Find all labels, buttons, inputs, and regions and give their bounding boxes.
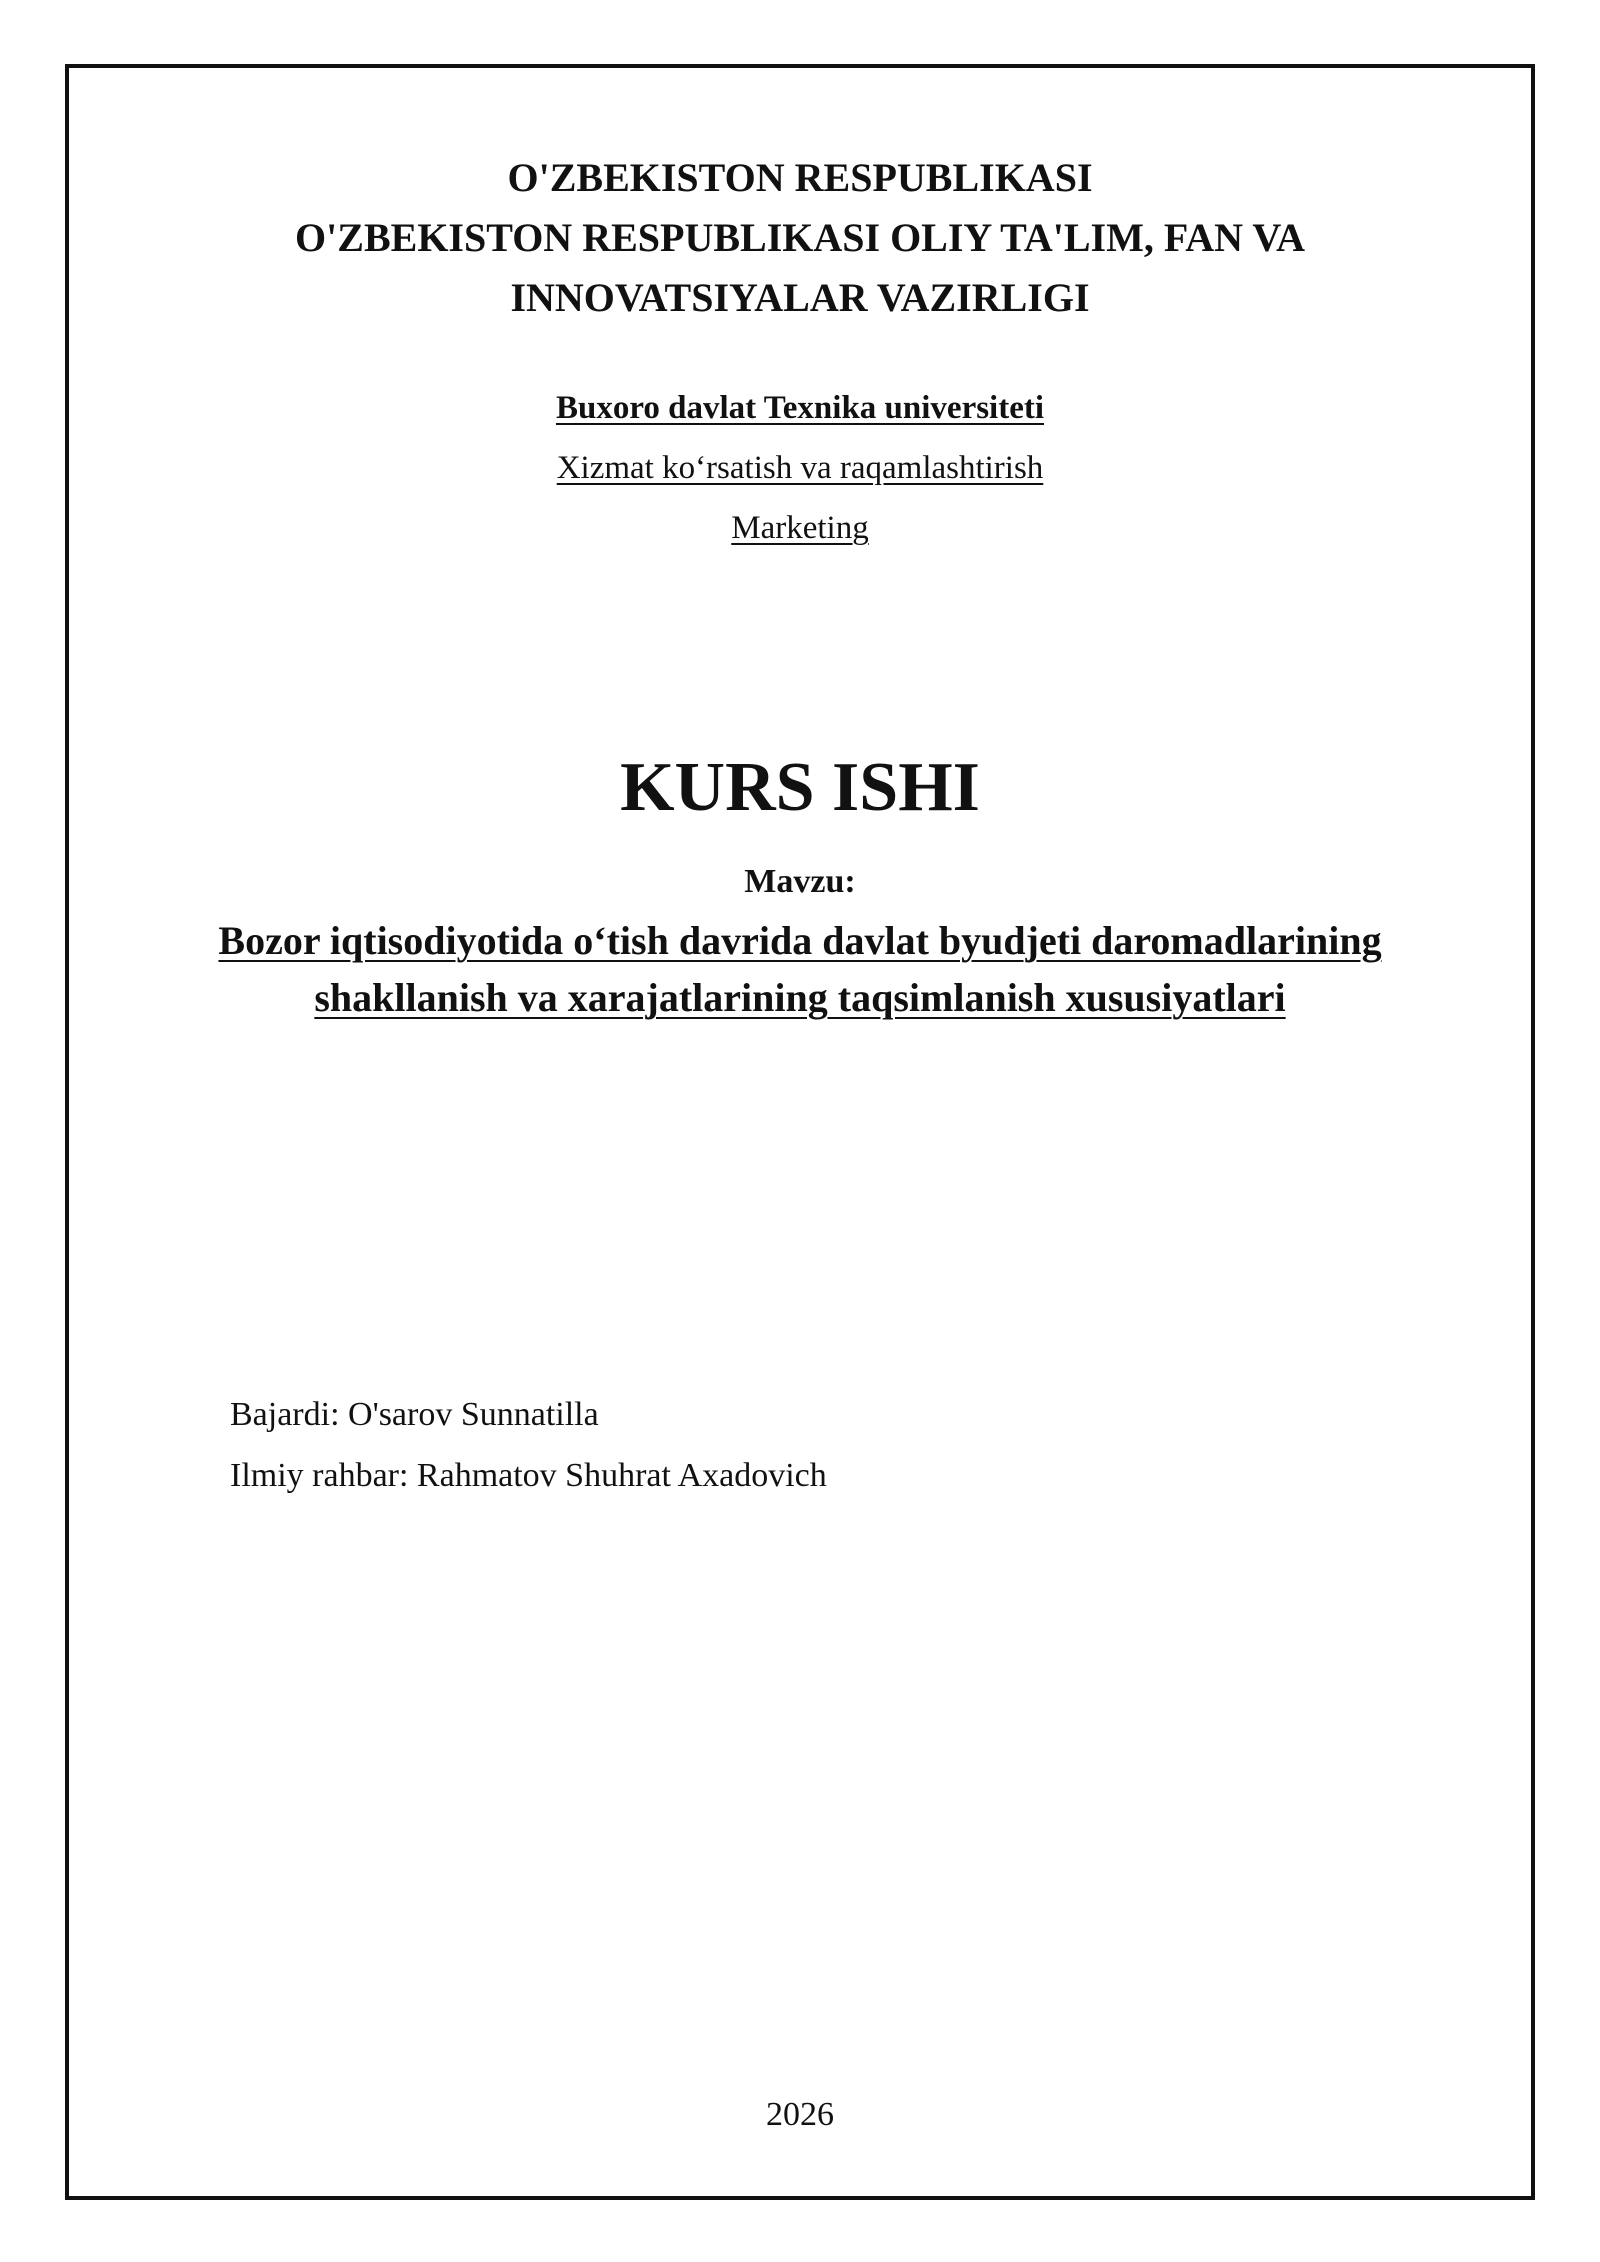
ministry-heading-continued: INNOVATSIYALAR VAZIRLIGI <box>510 275 1090 320</box>
year: 2026 <box>766 2096 834 2133</box>
country-heading: O'ZBEKISTON RESPUBLIKASI <box>507 155 1093 200</box>
faculty-name: Xizmat ko‘rsatish va raqamlashtirish <box>556 450 1044 486</box>
supervisor-info: Ilmiy rahbar: Rahmatov Shuhrat Axadovich <box>230 1457 827 1494</box>
university-name: Buxoro davlat Texnika universiteti <box>555 390 1045 426</box>
document-title: KURS ISHI <box>620 749 980 826</box>
ministry-heading: O'ZBEKISTON RESPUBLIKASI OLIY TA'LIM, FAN VA <box>295 215 1305 260</box>
department-name: Marketing <box>731 510 869 546</box>
topic-label: Mavzu: <box>744 863 856 900</box>
page-border <box>65 64 1535 2200</box>
topic-line-2: shakllanish va xarajatlarining taqsimlanish xususiyatlari <box>314 975 1286 1020</box>
performer-info: Bajardi: O'sarov Sunnatilla <box>230 1396 599 1433</box>
topic-line-1: Bozor iqtisodiyotida o‘tish davrida davlat byudjeti daromadlarining <box>218 918 1382 963</box>
